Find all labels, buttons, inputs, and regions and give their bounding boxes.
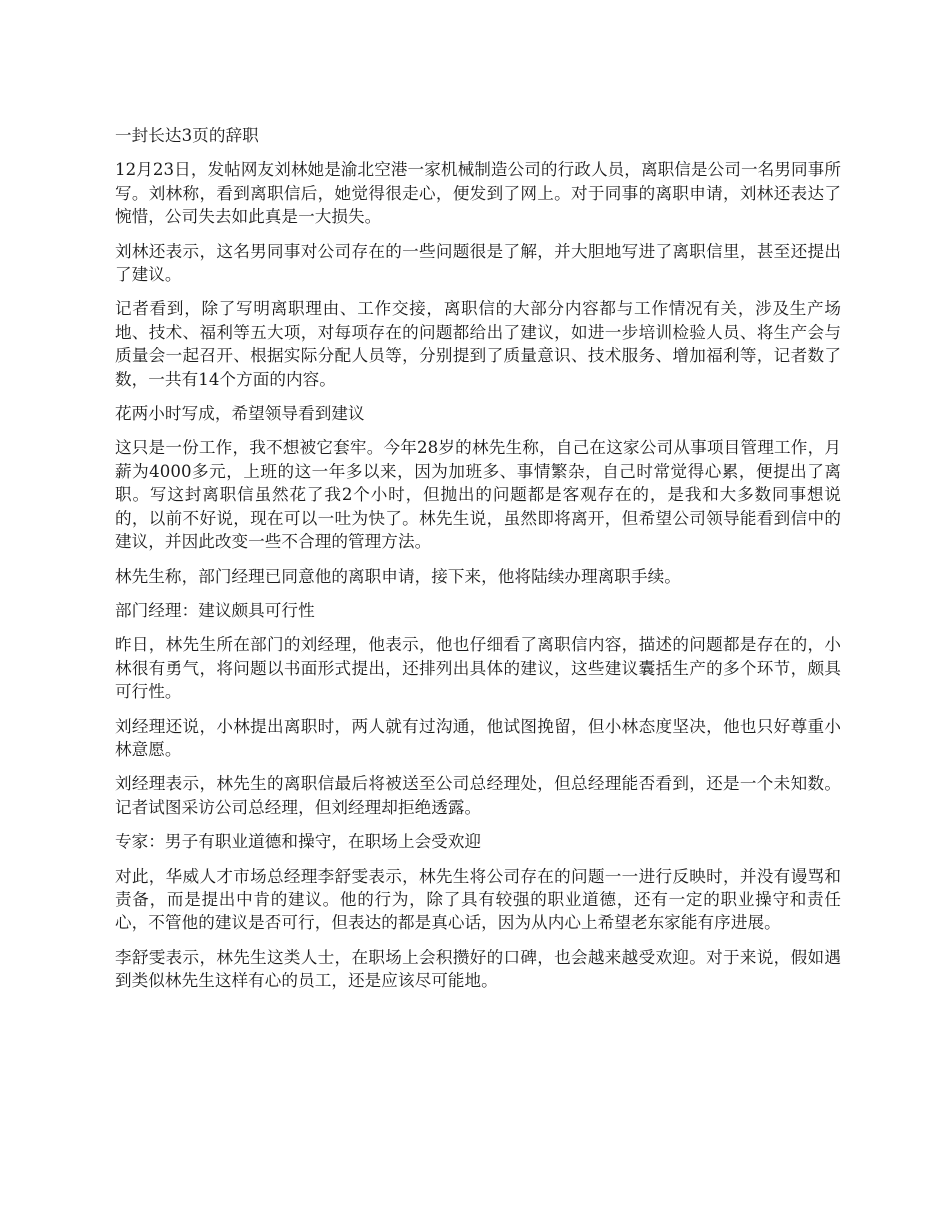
- paragraph: 刘林还表示，这名男同事对公司存在的一些问题很是了解，并大胆地写进了离职信里，甚至还提出了建议。: [115, 241, 841, 285]
- paragraph: 林先生称，部门经理已同意他的离职申请，接下来，他将陆续办理离职手续。: [115, 566, 681, 586]
- paragraph: 刘经理还说，小林提出离职时，两人就有过沟通，他试图挽留，但小林态度坚决，他也只好尊重小林意愿。: [115, 716, 841, 759]
- paragraph: 昨日，林先生所在部门的刘经理，他表示，他也仔细看了离职信内容，描述的问题都是存在的，小林很有勇气，将问题以书面形式提出，还排列出具体的建议，这些建议囊括生产的多个环节，颇具可行性。: [115, 635, 841, 702]
- paragraph: 对此，华威人才市场总经理李舒雯表示，林先生将公司存在的问题一一进行反映时，并没有谩骂和责备，而是提出中肯的建议。他的行为，除了具有较强的职业道德，还有一定的职业操守和责任心，不管他的建议是否可行，但表达的都是真心话，因为从内心上希望老东家能有序进展。: [115, 866, 841, 933]
- paragraph: 12月23日，发帖网友刘林她是渝北空港一家机械制造公司的行政人员，离职信是公司一名男同事所写。刘林称，看到离职信后，她觉得很走心，便发到了网上。对于同事的离职申请，刘林还表达了惋惜，公司失去如此真是一大损失。: [115, 160, 841, 227]
- article-title: 一封长达3页的辞职: [115, 126, 259, 145]
- section-heading: 花两小时写成，希望领导看到建议: [115, 404, 365, 424]
- paragraph: 李舒雯表示，林先生这类人士，在职场上会积攒好的口碑，也会越来越受欢迎。对于来说，假如遇到类似林先生这样有心的员工，还是应该尽可能地。: [115, 947, 841, 991]
- paragraph: 刘经理表示，林先生的离职信最后将被送至公司总经理处，但总经理能否看到，还是一个未知数。记者试图采访公司总经理，但刘经理却拒绝透露。: [115, 774, 841, 817]
- section-heading: 部门经理：建议颇具可行性: [115, 600, 315, 620]
- section-heading: 专家：男子有职业道德和操守，在职场上会受欢迎: [115, 832, 482, 852]
- paragraph: 这只是一份工作，我不想被它套牢。今年28岁的林先生称，自己在这家公司从事项目管理工作，月薪为4000多元，上班的这一年多以来，因为加班多、事情繁杂，自己时常觉得心累，便提出了离职。写这封离职信虽然花了我2个小时，但抛出的问题都是客观存在的，是我和大多数同事想说的，以前不好说，现在可以一吐为快了。林先生说，虽然即将离开，但希望公司领导能看到信中的建议，并因此改变一些不合理的管理方法。: [115, 438, 841, 552]
- paragraph: 记者看到，除了写明离职理由、工作交接，离职信的大部分内容都与工作情况有关，涉及生产场地、技术、福利等五大项，对每项存在的问题都给出了建议，如进一步培训检验人员、将生产会与质量会一起召开、根据实际分配人员等，分别提到了质量意识、技术服务、增加福利等，记者数了数，一共有14个方面的内容。: [115, 299, 841, 389]
- document-page: [115, 124, 841, 1004]
